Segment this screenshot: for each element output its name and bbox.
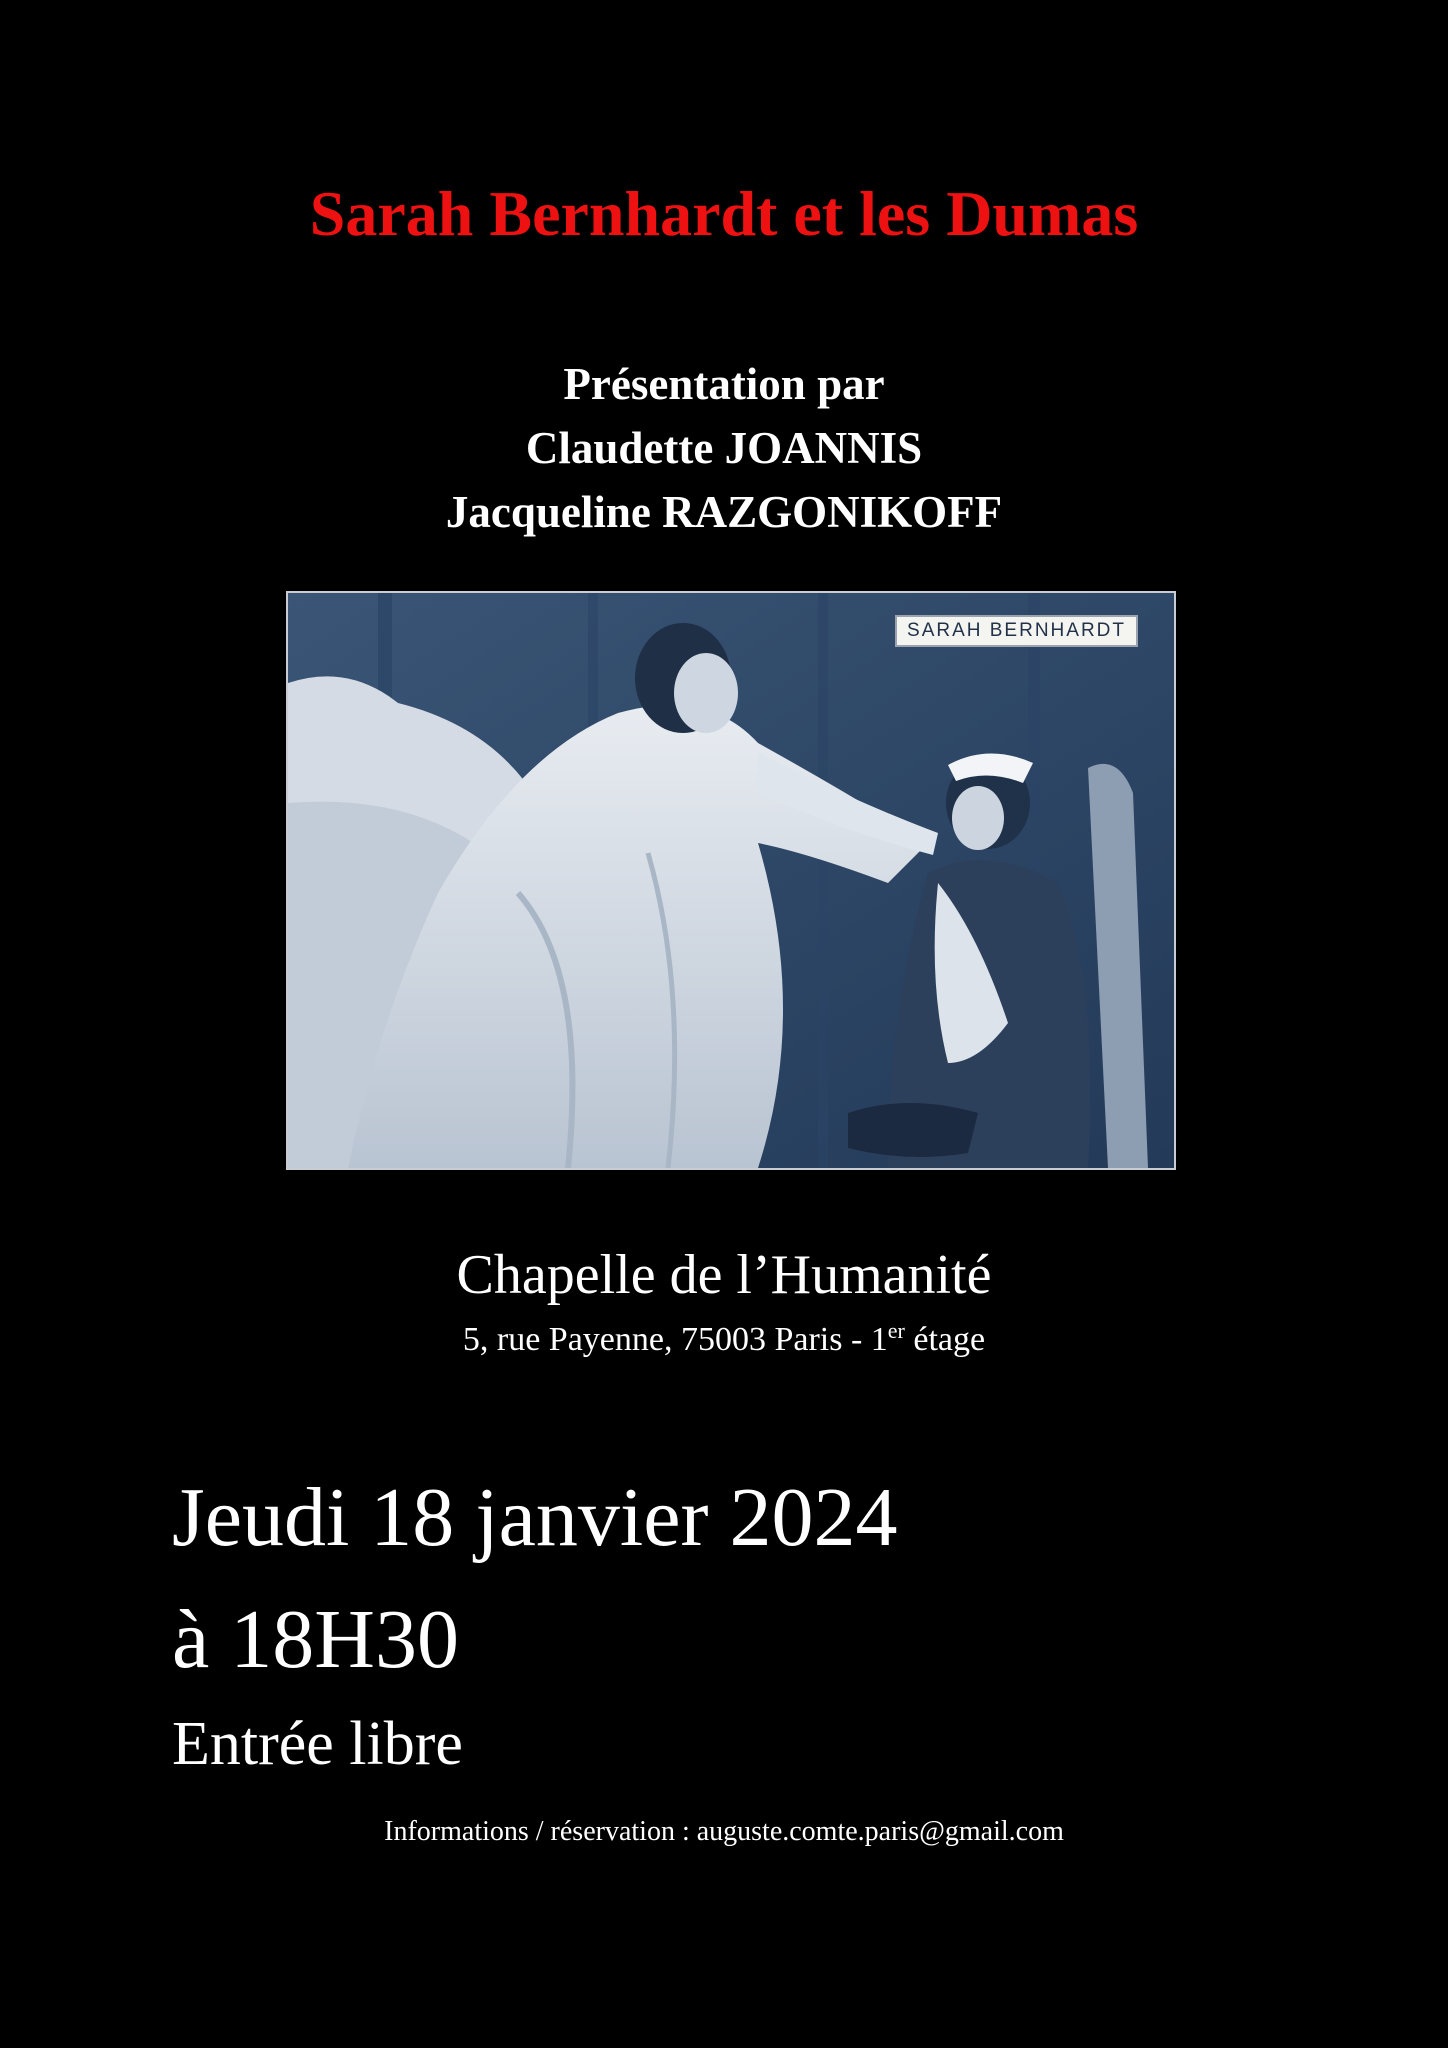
address-main: 5, rue Payenne, 75003 Paris - 1 (462, 1321, 888, 1358)
presenter-name: Claudette JOANNIS (525, 423, 923, 473)
presenters-block (0, 352, 1448, 544)
photo-illustration (288, 593, 1174, 1168)
event-date: Jeudi 18 janvier 2024 (172, 1471, 898, 1564)
venue-address (0, 1318, 1448, 1362)
poster-title: Sarah Bernhardt et les Dumas (309, 178, 1139, 249)
contact-info: Informations / réservation : auguste.comte.paris@gmail.com (384, 1816, 1064, 1847)
address-tail: étage (904, 1321, 986, 1358)
presentation-intro: Présentation par (563, 359, 885, 409)
presenter-name: Jacqueline RAZGONIKOFF (445, 487, 1003, 537)
photo-caption: SARAH BERNHARDT (895, 615, 1138, 647)
address-superscript: er (887, 1318, 905, 1343)
sarah-bernhardt-photo (286, 591, 1176, 1170)
venue-name: Chapelle de l’Humanité (456, 1244, 992, 1306)
event-time: à 18H30 (172, 1593, 459, 1686)
entry-info: Entrée libre (172, 1710, 463, 1778)
